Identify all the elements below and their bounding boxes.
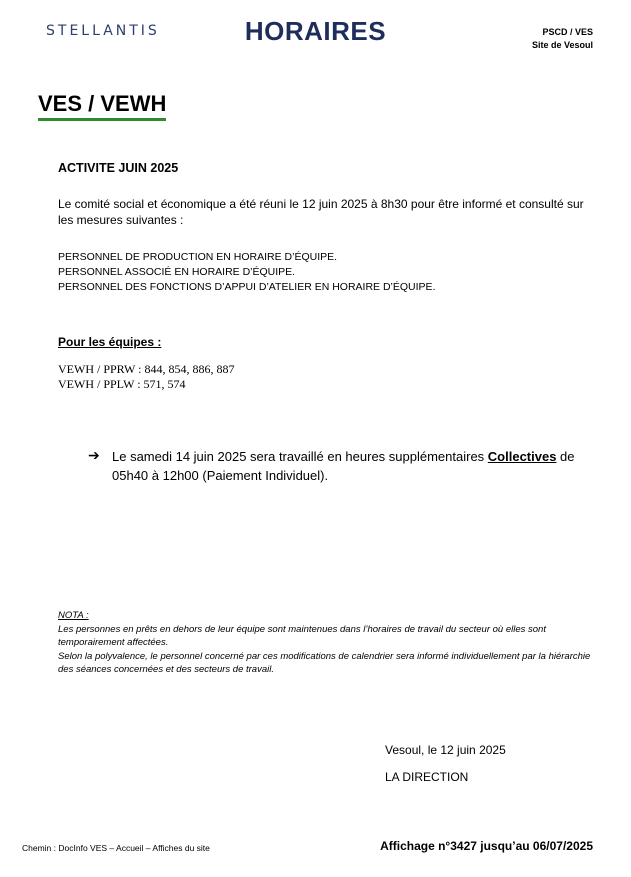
announcement-text-end: de 05h40 à 12h00 (Paiement Individuel). [112,449,575,483]
list-item: VEWH / PPRW : 844, 854, 886, 887 [58,362,235,376]
personnel-list [58,250,435,295]
header-site-info [532,26,593,52]
signature-date: Vesoul, le 12 juin 2025 [385,743,506,757]
equipes-heading: Pour les équipes : [58,335,162,349]
footer-path: Chemin : DocInfo VES – Accueil – Affiches du site [22,843,210,853]
intro-paragraph: Le comité social et économique a été réuni le 12 juin 2025 à 8h30 pour être informé et consulté sur les mesures suivantes : [58,197,584,227]
announcement-text: Le samedi 14 juin 2025 sera travaillé en heures supplémentaires [112,449,488,464]
header-site: Site de Vesoul [531,40,593,50]
list-item: PERSONNEL DES FONCTIONS D’APPUI D’ATELIER EN HORAIRE D’ÉQUIPE. [58,281,436,293]
signature-signer: LA DIRECTION [385,770,469,784]
list-item: PERSONNEL ASSOCIÉ EN HORAIRE D’ÉQUIPE. [58,266,296,278]
arrow-icon: ➔ [88,447,100,463]
nota-block [58,609,593,677]
footer-affichage: Affichage n°3427 jusqu’au 06/07/2025 [380,839,593,853]
nota-line: Selon la polyvalence, le personnel concerné par ces modifications de calendrier sera informé individuellement par la hiérarchie des séances concernées et des secteurs de travail. [58,650,591,675]
header-dept: PSCD / VES [542,27,593,37]
list-item: VEWH / PPLW : 571, 574 [58,377,186,391]
page-title: HORAIRES [244,16,387,46]
list-item: PERSONNEL DE PRODUCTION EN HORAIRE D’ÉQUIPE. [58,251,338,263]
activite-heading: ACTIVITE JUIN 2025 [58,161,179,175]
logo-text: STELLANTIS [46,23,160,39]
announcement-emphasis: Collectives [487,449,557,464]
equipes-list [58,362,234,392]
site-heading: VES / VEWH [38,91,166,121]
nota-label: NOTA : [58,610,89,621]
overtime-announcement [112,447,597,485]
nota-line: Les personnes en prêts en dehors de leur équipe sont maintenues dans l’horaires de travail du secteur où elles sont temporairement affectées. [58,623,546,648]
